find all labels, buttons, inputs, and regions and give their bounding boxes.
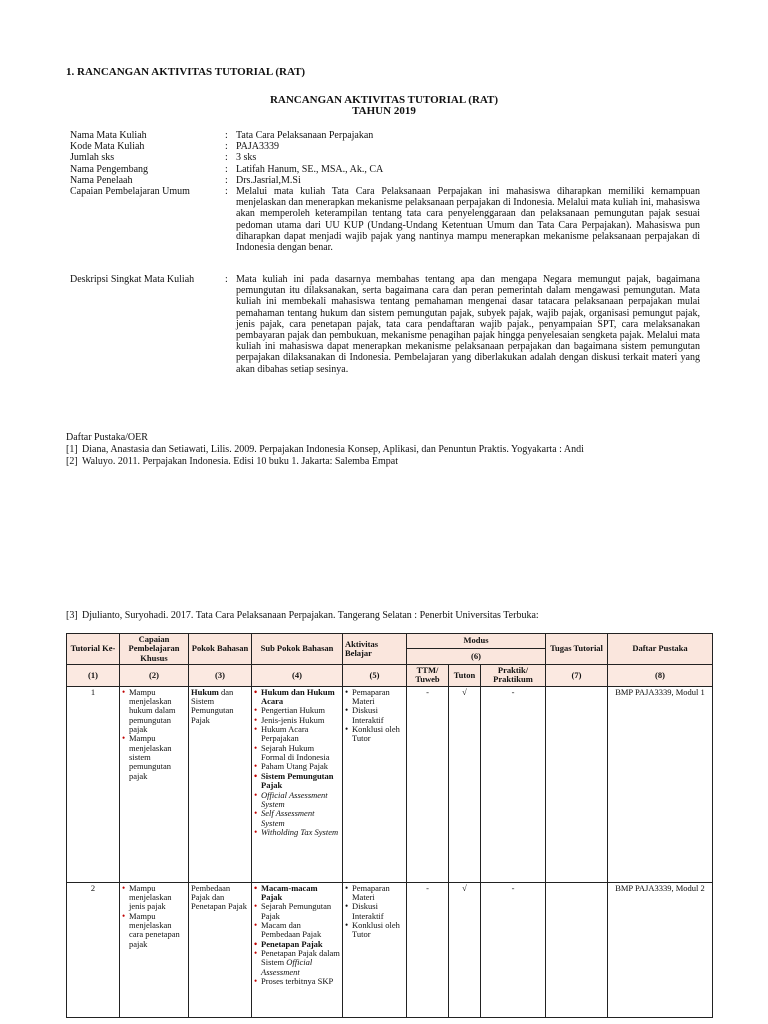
sub-item: • Macam dan Pembedaan Pajak (254, 921, 340, 940)
info-colon: : (225, 274, 228, 286)
sub-pokok-cell (252, 882, 343, 1017)
info-row (70, 186, 700, 253)
sub-item-extra: Official Assessment (261, 957, 313, 977)
info-colon: : (225, 141, 228, 153)
reference-number: [3] (66, 610, 78, 621)
tuton-cell: √ (449, 686, 481, 882)
info-row (70, 152, 700, 163)
aktivitas-item: • Diskusi Interaktif (345, 902, 404, 921)
aktivitas-cell (343, 882, 407, 1017)
aktivitas-item: • Diskusi Interaktif (345, 706, 404, 725)
pustaka-cell: BMP PAJA3339, Modul 2 (608, 882, 713, 1017)
capaian-item: • Mampu menjelaskan sistem pemungutan pajak (122, 734, 186, 781)
header-sub-pokok: Sub Pokok Bahasan (252, 634, 343, 665)
sub-item: • Sejarah Pemungutan Pajak (254, 902, 340, 921)
info-value: Tata Cara Pelaksanaan Perpajakan (236, 130, 374, 141)
praktik-cell: - (481, 686, 546, 882)
aktivitas-cell (343, 686, 407, 882)
sub-item: • Self Assessment System (254, 809, 340, 828)
header-pokok: Pokok Bahasan (189, 634, 252, 665)
sub-item: • Hukum dan Hukum Acara (254, 688, 340, 707)
sub-item: • Penetapan Pajak (254, 940, 340, 949)
sub-item: • Macam-macam Pajak (254, 884, 340, 903)
col-number: (7) (546, 665, 608, 687)
col-number: (8) (608, 665, 713, 687)
aktivitas-item: • Pemaparan Materi (345, 688, 404, 707)
capaian-item: • Mampu menjelaskan hukum dalam pemungutan pajak (122, 688, 186, 735)
info-value: Latifah Hanum, SE., MSA., Ak., CA (236, 163, 384, 175)
pokok-cell (189, 686, 252, 882)
pustaka-cell: BMP PAJA3339, Modul 1 (608, 686, 713, 882)
sub-item: • Jenis-jenis Hukum (254, 716, 340, 725)
info-row (70, 274, 700, 375)
sub-item: • Witholding Tax System (254, 828, 340, 837)
aktivitas-item: • Konklusi oleh Tutor (345, 725, 404, 744)
col-number: (3) (189, 665, 252, 687)
info-label: Kode Mata Kuliah (70, 141, 145, 153)
tugas-cell (546, 686, 608, 882)
pokok-cell: Pembedaan Pajak dan Penetapan Pajak (189, 882, 252, 1017)
info-label: Nama Mata Kuliah (70, 130, 147, 141)
aktivitas-item: • Konklusi oleh Tutor (345, 921, 404, 940)
sub-item: • Hukum Acara Perpajakan (254, 725, 340, 744)
info-row (70, 175, 700, 186)
pokok-bold: Hukum (191, 686, 219, 697)
info-row (70, 164, 700, 175)
table-header-row (67, 634, 713, 649)
ttm-cell: - (407, 686, 449, 882)
header-modus: Modus (407, 634, 546, 649)
header-modus-number: (6) (407, 649, 546, 665)
sub-pokok-cell (252, 686, 343, 882)
info-value: 3 sks (236, 152, 257, 164)
reference-number: [2] (66, 456, 78, 467)
reference-item (66, 456, 706, 468)
tugas-cell (546, 882, 608, 1017)
col-number: (2) (120, 665, 189, 687)
info-row (70, 130, 700, 141)
capaian-item: • Mampu menjelaskan jenis pajak (122, 884, 186, 912)
sub-item-text: Penetapan Pajak dalam Sistem (261, 948, 340, 968)
sub-item: • Paham Utang Pajak (254, 762, 340, 771)
course-info (70, 130, 700, 375)
reference-item (66, 444, 706, 456)
header-tutorial: Tutorial Ke- (67, 634, 120, 665)
aktivitas-item: • Pemaparan Materi (345, 884, 404, 903)
capaian-cell (120, 686, 189, 882)
info-value: PAJA3339 (236, 141, 279, 153)
info-label: Deskripsi Singkat Mata Kuliah (70, 274, 195, 286)
sub-item: • Sejarah Hukum Formal di Indonesia (254, 744, 340, 763)
sub-item: • Sistem Pemungutan Pajak (254, 772, 340, 791)
document-year: TAHUN 2019 (352, 105, 416, 117)
info-value: Drs.Jasrial,M.Si (236, 174, 301, 186)
info-colon: : (225, 163, 228, 175)
header-ttm: TTM/ Tuweb (407, 665, 449, 687)
info-label: Nama Penelaah (70, 174, 133, 186)
references (66, 432, 706, 468)
references-heading: Daftar Pustaka/OER (66, 432, 148, 443)
tutorial-number: 2 (67, 882, 120, 1017)
header-tugas: Tugas Tutorial (546, 634, 608, 665)
table-number-row (67, 665, 713, 687)
info-label: Capaian Pembelajaran Umum (70, 185, 190, 197)
praktik-cell: - (481, 882, 546, 1017)
header-capaian: Capaian Pembelajaran Khusus (120, 634, 189, 665)
header-pustaka: Daftar Pustaka (608, 634, 713, 665)
info-colon: : (225, 152, 228, 164)
header-praktik: Praktik/ Praktikum (481, 665, 546, 687)
col-number: (1) (67, 665, 120, 687)
reference-number: [1] (66, 444, 78, 455)
table-row (67, 686, 713, 882)
reference-item (66, 610, 539, 622)
info-label: Nama Pengembang (70, 163, 149, 175)
col-number: (4) (252, 665, 343, 687)
info-colon: : (225, 185, 228, 197)
rat-table (66, 633, 713, 1018)
sub-item: • Proses terbitnya SKP (254, 977, 340, 986)
header-aktivitas: Aktivitas Belajar (343, 634, 407, 665)
reference-text: Djulianto, Suryohadi. 2017. Tata Cara Pelaksanaan Perpajakan. Tangerang Selatan : Penerbit Universitas Terbuka: (82, 610, 539, 621)
info-colon: : (225, 174, 228, 186)
sub-item: • Official Assessment System (254, 791, 340, 810)
deskripsi-text: Mata kuliah ini pada dasarnya membahas tentang apa dan mengapa Negara memungut pajak, bagaimana pemungutan itu dilaksanakan, serta bagaimana cara dan peran pemerintah dalam mengawasi pemungutan. Mata kuliah ini membekali mahasiswa tentang pemahaman mengenai dasar tatacara pelaksanaan perpajakan mulai pemahaman tentang hukum dan sistem pemungutan pajak, subyek pajak, wajib pajak, organisasi pemungut pajak, jenis pajak, cara penetapan pajak, tata cara pendaftaran wajib pajak., penyampaian SPT, cara melaksanakan pembayaran pajak dan pembukuan, mekanisme penagihan pajak hingga penyelesaian sengketa pajak. Melalui mata kuliah ini mahasiswa dapat menerapkan mekanisme pelaksanaan perpajakan dan bagaimana sistem pemungutan perpajakan dilaksanakan di Indonesia. Pembelajaran yang diberlakukan adalah dengan diskusi terkait materi yang akan dibahas setiap sesinya. (236, 274, 700, 375)
info-row (70, 141, 700, 152)
capaian-umum-text: Melalui mata kuliah Tata Cara Pelaksanaan Perpajakan ini mahasiswa diharapkan memiliki kemampuan menjelaskan dan menerapkan mekanisme pelaksanaan perpajakan di Indonesia. Melalui mata kuliah ini, mahasiswa akan memperoleh keterampilan tentang tata cara penyelenggaraan dan pelaksanaan pemungutan pajak sesuai pedoman utama dari UU KUP (Undang-Undang Ketentuan Umum dan Tata Cara Perpajakan). Mahasiswa pun diharapkan dapat menjadi wajib pajak yang nantinya mampu menerapkan mekanisme pelaksanaan perpajakan di Indonesia dengan benar. (236, 185, 700, 253)
pokok-text: dan Sistem Pemungutan Pajak (191, 686, 234, 725)
reference-text: Waluyo. 2011. Perpajakan Indonesia. Edisi 10 buku 1. Jakarta: Salemba Empat (82, 456, 398, 467)
sub-item (254, 949, 340, 977)
tutorial-number: 1 (67, 686, 120, 882)
header-tuton: Tuton (449, 665, 481, 687)
info-colon: : (225, 130, 228, 141)
sub-item: • Pengertian Hukum (254, 706, 340, 715)
section-heading: 1. RANCANGAN AKTIVITAS TUTORIAL (RAT) (66, 66, 306, 78)
tuton-cell: √ (449, 882, 481, 1017)
table-row (67, 882, 713, 1017)
capaian-cell (120, 882, 189, 1017)
capaian-item: • Mampu menjelaskan cara penetapan pajak (122, 912, 186, 949)
reference-text: Diana, Anastasia dan Setiawati, Lilis. 2009. Perpajakan Indonesia Konsep, Aplikasi, dan Penuntun Praktis. Yogyakarta : Andi (82, 444, 584, 455)
info-label: Jumlah sks (70, 152, 115, 164)
col-number: (5) (343, 665, 407, 687)
ttm-cell: - (407, 882, 449, 1017)
document-title: RANCANGAN AKTIVITAS TUTORIAL (RAT) (269, 94, 499, 106)
